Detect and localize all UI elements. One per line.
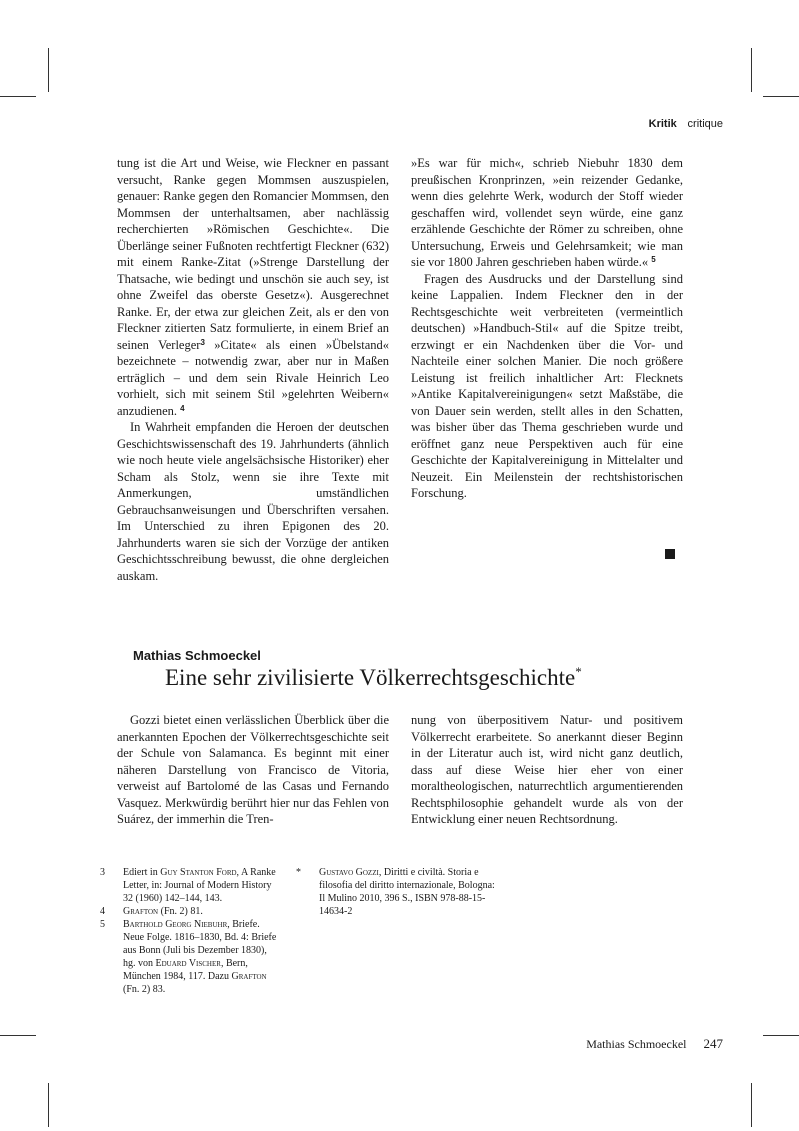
text-run: »Citate« als einen »Übelstand« bezeichnete – notwendig zwar, aber nur in Maßen erträglich – und dem sein Rivale Heinrich Leo vorhielt, sich mit seinem Stil »gelehrten Weibern« anzudienen. [117, 337, 389, 418]
footnote [296, 866, 496, 918]
crop-mark-bottom-left [48, 1083, 49, 1127]
footnote-number: 4 [100, 906, 105, 917]
paragraph [117, 155, 389, 419]
paragraph [411, 271, 683, 502]
crop-mark-top-right [751, 48, 752, 92]
paragraph [117, 419, 389, 584]
text-run: (Fn. 2) 81. [158, 906, 203, 917]
review-column-left [117, 712, 389, 828]
section-title: Kritik [648, 118, 677, 130]
text-run: In Wahrheit empfanden die Heroen der deutschen Geschichtswissenschaft des 19. Jahrhunderts (ähnlich wie noch heute viele angelsächsische Historiker) eher Scham als Stolz, wenn sie ihre Texte mit Anmerkungen, umständlichen Gebrauchsanweisungen und Überschriften versahen. Im Unterschied zu ihren Epigonen des 20. Jahrhunderts waren sie sich der Vorzüge der antiken Geschichtsschreibung bewusst, die ohne dergleichen auskam. [117, 420, 389, 583]
review-title-text: Eine sehr zivilisierte Völkerrechtsgeschichte [165, 665, 576, 690]
text-run: (Fn. 2) 83. [123, 984, 166, 995]
author-name: Grafton [123, 906, 159, 917]
text-run: tung ist die Art und Weise, wie Fleckner en passant versucht, Ranke gegen Mommsen auszuspielen, genauer: Ranke gegen den Romancier Mommsen, den Mommsen der unterhaltsamen, aber nachlässig recherchierten »Römischen Geschichte«. Die Überlänge seiner Fußnoten rechtfertigt Fleckner (632) mit einem Ranke-Zitat (»Strenge Darstellung der Thatsache, wie bedingt und unschön sie auch sey, ist ohne Zweifel das oberste Gesetz«). Ausgerechnet Ranke. Er, der etwa zur gleichen Zeit, als er den von Fleckner zitierten Satz formulierte, in einem Brief an seinen Verleger [117, 156, 389, 352]
crop-mark-top-right-h [763, 96, 799, 97]
paragraph [411, 712, 683, 828]
text-run: nung von überpositivem Natur- und positivem Völkerrecht erarbeitete. So anerkannt dieser Beginn in der Literatur auch ist, wird nicht ganz deutlich, dass auf diese Weise hier eher von einer moraltheologischen, naturrechtlich argumentierenden Rechtsphilosophie gehandelt wurde als von der Entwicklung einer neuen Rechtsordnung. [411, 713, 683, 826]
text-run: , Diritti e civiltà. Storia e filosofia del diritto internazionale, Bologna: Il Mulino 2010, 396 S., ISBN 978-88-15-14634-2 [319, 867, 495, 917]
body-column-left [117, 155, 389, 584]
page-number: 247 [703, 1036, 723, 1051]
page-footer [586, 1036, 723, 1052]
review-title [165, 665, 582, 691]
crop-mark-bottom-left-h [0, 1035, 36, 1036]
text-run: , A Ranke Letter, in: Journal of Modern History 32 (1960) 142–144, 143. [123, 867, 276, 904]
author-name: Eduard Vischer [155, 958, 221, 969]
author-name: Grafton [231, 971, 267, 982]
running-header [649, 118, 723, 130]
crop-mark-bottom-right-h [763, 1035, 799, 1036]
paragraph [117, 712, 389, 828]
footer-author: Mathias Schmoeckel [586, 1037, 687, 1051]
footnote [100, 905, 278, 918]
footnote [100, 866, 278, 905]
review-author: Mathias Schmoeckel [133, 648, 261, 663]
crop-mark-top-left-h [0, 96, 36, 97]
author-name: Barthold Georg Niebuhr [123, 919, 228, 930]
text-run: Gozzi bietet einen verlässlichen Überblick über die anerkannten Epochen der Völkerrechtsgeschichte seit der Schule von Salamanca. Es beginnt mit einer näheren Darstellung von Francisco de Vitoria, verweist auf Bartolomé de las Casas und Fernando Vasquez. Merkwürdig berührt hier nur das Fehlen von Suárez, der immerhin die Tren- [117, 713, 389, 826]
section-subtitle: critique [687, 118, 723, 130]
text-run: , Bern, München 1984, 117. Dazu [123, 958, 248, 982]
footnote-number: 5 [100, 919, 105, 930]
body-column-right [411, 155, 683, 502]
crop-mark-top-left [48, 48, 49, 92]
text-run: , Briefe. Neue Folge. 1816–1830, Bd. 4: Briefe aus Bonn (Juli bis Dezember 1830), hg. von [123, 919, 277, 969]
review-column-right [411, 712, 683, 828]
footnote-number: * [296, 867, 301, 878]
end-of-article-mark [665, 549, 675, 559]
footnote-reference: 4 [180, 403, 185, 413]
text-run: Fragen des Ausdrucks und der Darstellung sind keine Lappalien. Indem Fleckner den in der Rechtsgeschichte weit verbreiteten (vermeintlich deutschen) »Handbuch-Stil« auf die Spitze treibt, erzwingt er ein Nachdenken über die Vor- und Nachteile einer solchen Manier. Die noch größere Leistung ist freilich inhaltlicher Art: Flecknets »Antike Kapitalvereinigungen« setzt Maßstäbe, die von Dauer sein werden, stellt alles in den Schatten, was bisher über das Thema geschrieben wurde und eröffnet ganz neue Perspektiven auch für eine Geschichte der Kapitalvereinigung in Mittelalter und Neuzeit. Ein Meilenstein der rechtshistorischen Forschung. [411, 271, 683, 500]
footnotes-left [100, 866, 278, 996]
footnote-reference: 5 [651, 255, 656, 264]
review-title-footnote-mark: * [575, 664, 582, 679]
footnotes-right [296, 866, 496, 918]
author-name: Guy Stanton Ford [160, 867, 237, 878]
text-run: Ediert in [123, 867, 161, 878]
author-name: Gustavo Gozzi [319, 867, 379, 878]
crop-mark-bottom-right [751, 1083, 752, 1127]
paragraph [411, 155, 683, 271]
footnote-reference: 3 [200, 337, 205, 347]
footnote [100, 918, 278, 996]
footnote-number: 3 [100, 867, 105, 878]
text-run: »Es war für mich«, schrieb Niebuhr 1830 dem preußischen Kronprinzen, »ein reizender Gedanke, wenn dies gelehrte Werk, wodurch der Stoff wieder geschaffen wird, vollendet seyn würde, eine ganz erzählende Geschichte der Römer zu schreiben, ohne Untersuchung, Erweis und Gelehrsamkeit; wie man sie vor 1800 Jahren geschrieben haben würde.« [411, 156, 683, 269]
